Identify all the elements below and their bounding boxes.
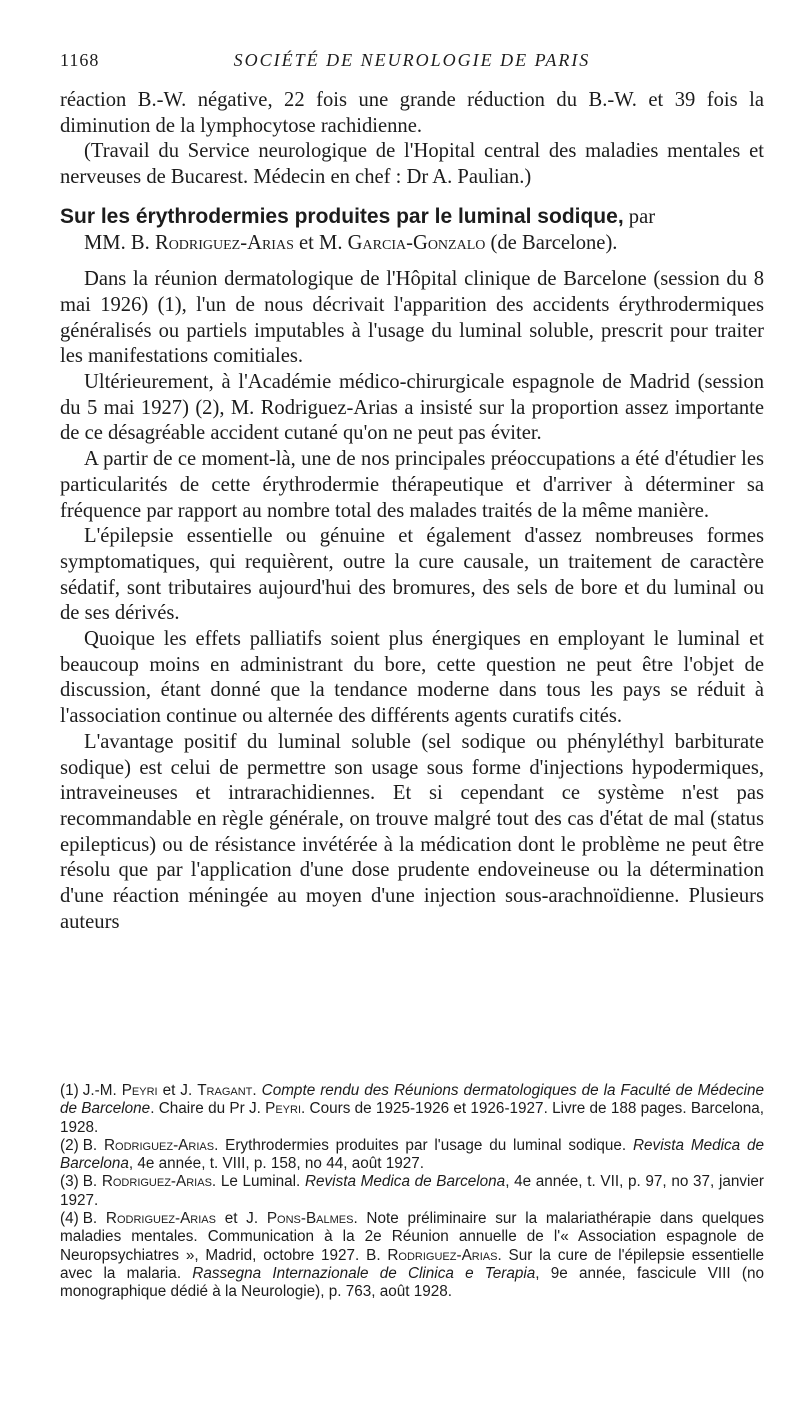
running-head: SOCIÉTÉ DE NEUROLOGIE DE PARIS: [233, 50, 591, 70]
footnote-1: [60, 1082, 764, 1137]
intro-paragraph: réaction B.-W. négative, 22 fois une grande réduction du B.-W. et 39 fois la diminution de la lymphocytose rachidienne.: [60, 89, 764, 137]
footnote-mark: (3): [60, 1173, 79, 1191]
footnote-text: B.: [82, 1210, 106, 1228]
footnotes: [60, 1082, 764, 1302]
body-text: [60, 88, 764, 936]
footnote-author: Peyri: [121, 1082, 158, 1099]
footnote-text: .: [252, 1082, 262, 1099]
footnote-author: Tragant: [197, 1082, 253, 1099]
footnote-author: Rodriguez-Arias: [101, 1173, 212, 1191]
footnote-source-title: Revista Medica de Barcelona: [304, 1173, 506, 1191]
footnote-mark: (4): [60, 1210, 79, 1228]
footnote-source-title: Compte rendu des Réunions dermatologiques de la Faculté de Médecine de Barcelone: [60, 1082, 765, 1118]
footnote-text: . Le Luminal.: [211, 1173, 305, 1191]
author-name: Garcia-Gonzalo: [347, 231, 486, 254]
body-paragraph: L'épilepsie essentielle ou génuine et également d'assez nombreuses formes symptomatiques, qui requièrent, outre la cure causale, un traitement de caractère sédatif, sont tributaires aujourd'hui des bromures, des sels de bore et du luminal ou de ses dérivés.: [60, 525, 764, 625]
intro-credit-paragraph: (Travail du Service neurologique de l'Hopital central des maladies mentales et nerveuses de Bucarest. Médecin en chef : Dr A. Paulian.): [60, 140, 764, 189]
footnote-mark: (1): [60, 1082, 79, 1099]
article-authors: [60, 231, 764, 257]
footnote-author: Pons-Balmes: [266, 1210, 354, 1228]
footnote-text: . Note préliminaire sur la malariathérapie dans quelques maladies mentales. Communication à la 2e Réunion annuelle de l'« Association espagnole de Neuropsychiatres », Madrid, octobre 1927. B.: [60, 1210, 765, 1264]
footnote-text: B.: [82, 1173, 102, 1191]
authors-prefix: MM. B.: [84, 231, 155, 254]
footnote-source-title: Rassegna Internazionale de Clinica e Terapia: [192, 1264, 536, 1282]
authors-suffix: (de Barcelone).: [485, 231, 618, 254]
page-header: [60, 50, 764, 76]
body-paragraph: Quoique les effets palliatifs soient plus énergiques en employant le luminal et beaucoup moins en administrant du bore, cette question ne peut être l'objet de discussion, étant donné que la tendance moderne dans tous les pays se réduit à l'association continue ou alternée des différents agents curatifs cités.: [60, 628, 764, 728]
article-title: Sur les érythrodermies produites par le luminal sodique,: [60, 204, 624, 228]
article-heading: [60, 204, 764, 256]
footnote-text: . Cours de 1925-1926 et 1926-1927. Livre de 188 pages. Barcelona, 1928.: [60, 1100, 764, 1136]
footnote-text: J.-M.: [82, 1082, 122, 1099]
footnote-source-title: Revista Medica de Barcelona: [60, 1136, 764, 1173]
footnote-2: [60, 1137, 764, 1174]
authors-mid: et M.: [293, 231, 348, 254]
footnote-text: , 9e année, fascicule VIII (no monographique dédié à la Neurologie), p. 763, août 1928.: [60, 1264, 764, 1301]
footnote-text: , 4e année, t. VIII, p. 158, no 44, août 1927.: [128, 1155, 425, 1173]
author-name: Rodriguez-Arias: [154, 231, 294, 254]
footnote-author: Rodriguez-Arias: [105, 1210, 216, 1228]
footnote-text: B.: [82, 1136, 104, 1154]
footnote-author: Rodriguez-Arias: [103, 1136, 215, 1154]
body-paragraph: Dans la réunion dermatologique de l'Hôpital clinique de Barcelone (session du 8 mai 1926) (1), l'un de nous décrivait l'apparition des accidents érythrodermiques généralisés ou partiels imputables à l'usage du luminal soluble, prescrit pour traiter les manifestations comitiales.: [60, 268, 764, 368]
footnote-4: [60, 1210, 764, 1301]
body-paragraph: L'avantage positif du luminal soluble (sel sodique ou phényléthyl barbiturate sodique) est celui de permettre son usage sous forme d'injections hypodermiques, intraveineuses et intrarachidiennes. Et si cependant ce système n'est pas recommandable en règle générale, on trouve malgré tout des cas d'état de mal (status epilepticus) ou de résistance invétérée à la médication dont le problème ne peut être résolu que par l'application d'une dose prudente endoveineuse ou la détermination d'une réaction méningée au moyen d'une injection sous-arachnoïdienne. Plusieurs auteurs: [60, 730, 764, 933]
footnote-mark: (2): [60, 1136, 79, 1154]
page-number: 1168: [60, 50, 100, 70]
footnote-text: , 4e année, t. VII, p. 97, no 37, janvier 1927.: [60, 1173, 765, 1209]
footnote-text: . Sur la cure de l'épilepsie essentielle avec la malaria.: [60, 1246, 764, 1282]
footnote-author: Peyri: [265, 1100, 302, 1118]
footnote-text: . Chaire du Pr J.: [150, 1100, 266, 1118]
body-paragraph: Ultérieurement, à l'Académie médico-chirurgicale espagnole de Madrid (session du 5 mai 1927) (2), M. Rodriguez-Arias a insisté sur la proportion assez importante de ce désagréable accident cutané qu'on ne peut pas éviter.: [60, 371, 764, 445]
footnote-text: et J.: [215, 1210, 267, 1228]
footnote-text: et J.: [157, 1082, 198, 1099]
footnote-3: [60, 1173, 764, 1210]
body-paragraph: A partir de ce moment-là, une de nos principales préoccupations a été d'étudier les particularités de cette érythrodermie thérapeutique et d'arriver à déterminer sa fréquence par rapport au nombre total des malades traités de la même manière.: [60, 448, 764, 522]
footnote-text: . Erythrodermies produites par l'usage du luminal sodique.: [214, 1136, 633, 1154]
footnote-author: Rodriguez-Arias: [387, 1246, 498, 1264]
article-title-suffix: par: [623, 205, 656, 228]
